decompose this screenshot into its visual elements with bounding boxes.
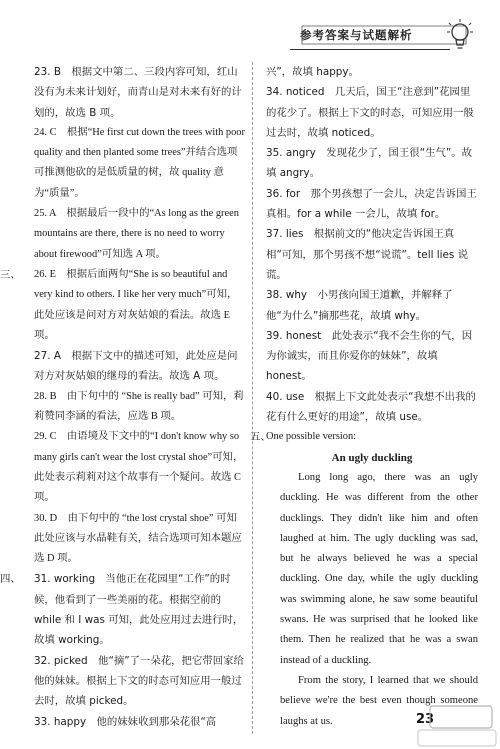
answer-33-continued: 兴”，故填 happy。 [266,66,359,78]
page-header-title: 参考答案与试题解析 [300,28,413,42]
answer-26: 26. E 根据后面两句“She is so beautiful and very kind to others. I like her very much”可知，此处应该是问对方对灰姑娘的看法。故选 E 项。 [34,268,238,341]
watermark-stamp-icon [412,700,500,749]
page-number: 23 [416,712,435,727]
answer-30: 30. D 由下句中的 “the lost crystal shoe” 可知此处应该与水晶鞋有关，结合选项可知本题应选 D 项。 [34,512,242,565]
answer-37: 37. lies 根据前文的“他决定告诉国王真相”可知，那个男孩不想“说谎”。tell lies 说谎。 [266,228,469,281]
answer-31: 31. working 当他正在花园里“工作”的时候，他看到了一些美丽的花。根据空前的 while 和 I was 可知，此处应用过去进行时，故填 working。 [34,573,244,647]
answer-38: 38. why 小男孩向国王道歉，并解释了他“为什么”摘那些花，故填 why。 [266,289,453,322]
answer-33: 33. happy 他的妹妹收到那朵花很“高 [34,715,217,728]
answer-32: 32. picked 他“摘”了一朵花，把它带回家给他的妹妹。根据上下文的时态可知应用一般过去时，故填 picked。 [34,654,244,708]
section-4-marker: 四、 [0,573,21,586]
answer-27: 27. A 根据下文中的描述可知，此处应是问对方对灰姑娘的继母的看法。故选 A 项。 [34,350,238,383]
section-3-marker: 三、 [0,268,21,281]
essay-paragraph-1: Long long ago, there was an ugly duckling. He was different from the other ducklings. They didn't like him and often laughed at him. The ugly duckling was sad, but he always believed he was a special duckling. One day, while the ugly duckling was swimming alone, he saw some beautiful swans. He was surprised that he looked like them. Then he realized that he was a swan instead of a duckling. [280,471,478,666]
essay-title: An ugly duckling [331,451,413,464]
essay-paragraph-2: From the story, I learned that we should believe we're the best even though someone laughs at us. [280,674,478,727]
section-5 [250,427,478,447]
answer-23: 23. B 根据文中第二、三段内容可知，红山没有为未来计划好，而青山是对未来有好的计划的，故选 B 项。 [34,66,242,119]
lightbulb-icon [446,18,474,52]
right-column [250,62,478,732]
section-3 [0,265,246,346]
left-column [0,62,246,732]
column-divider [252,62,253,734]
answer-34: 34. noticed 几天后，国王“注意到”花园里的花少了。根据上下文的时态，可知应用一般过去时，故填 noticed。 [266,86,474,139]
answer-24: 24. C 根据“He first cut down the trees with poor quality and then planted some trees”并结合选项可推测他砍的是低质量的树，故 quality 意为“质量”。 [34,126,245,199]
answer-40: 40. use 根据上下文此处表示“我想不出我的花有什么更好的用途”，故填 use。 [266,390,476,424]
answer-36: 36. for 那个男孩想了一会儿，决定告诉国王真相。for a while 一会儿，故填 for。 [266,187,477,221]
section-5-label: One possible version: [266,431,357,443]
section-5-marker: 五、 [250,431,271,444]
answer-25: 25. A 根据最后一段中的“As long as the green mountains are there, there is no need to worry about firewood”可知选 A 项。 [34,208,239,260]
answer-39: 39. honest 此处表示“我不会生你的气，因为你诚实，而且你爱你的妹妹”，故填 honest。 [266,329,473,383]
answer-28: 28. B 由下句中的 “She is really bad” 可知，莉莉赞同李涵的看法，应选 B 项。 [34,390,244,423]
section-4 [0,569,246,650]
header-rule [290,49,450,50]
answer-29: 29. C 由语境及下文中的“I don't know why so many girls can't wear the lost crystal shoe”可知，此处表示莉莉对这个故事有一个疑问。故选 C 项。 [34,431,244,504]
answer-35: 35. angry 发现花少了，国王很“生气”。故填 angry。 [266,147,473,180]
